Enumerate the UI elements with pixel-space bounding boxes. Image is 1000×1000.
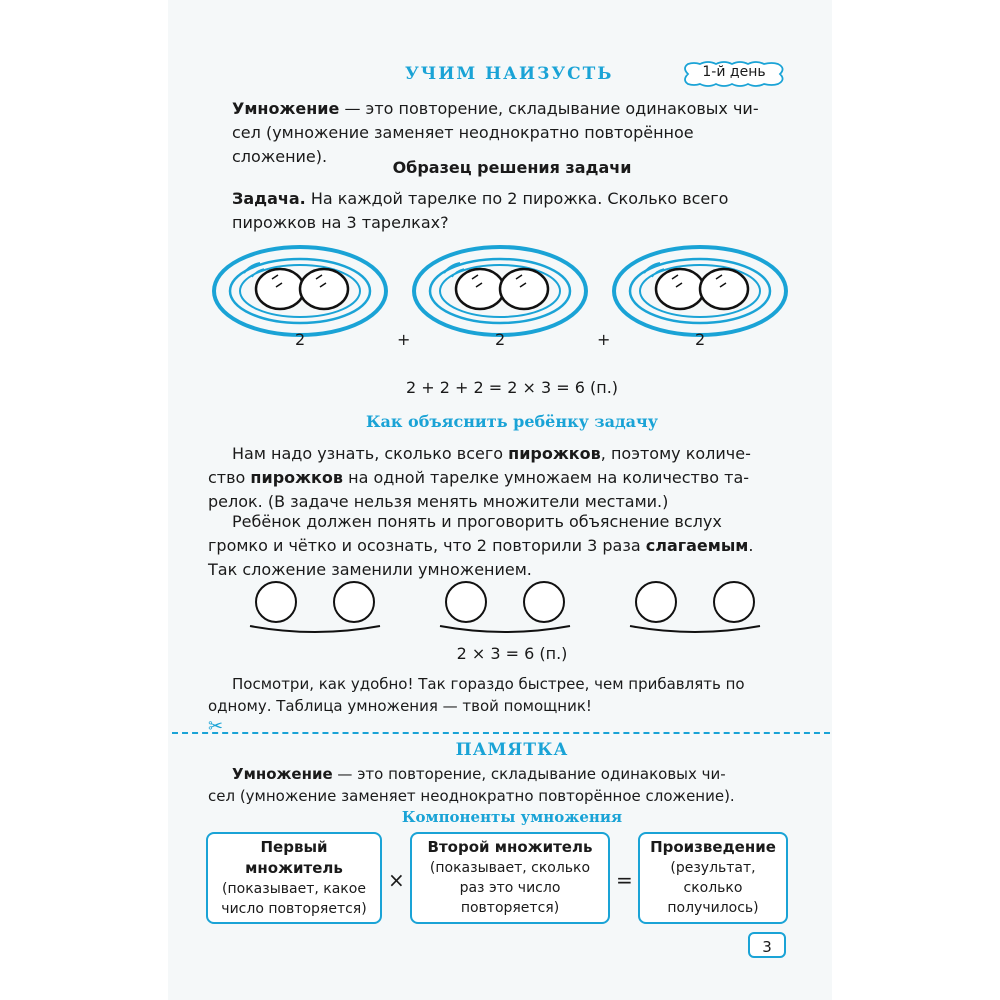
components-heading: Компоненты умножения	[401, 808, 623, 826]
box-desc: (показывает, сколько	[429, 860, 591, 876]
memo-title: ПАМЯТКА	[455, 740, 569, 760]
text-line: одному. Таблица умножения — твой помощник!	[208, 697, 592, 715]
text-run: на одной тарелке умножаем на количество та-	[343, 468, 750, 487]
task-label: Задача.	[232, 189, 306, 208]
day-badge-label: 1-й день	[702, 64, 766, 80]
section-title: УЧИМ НАИЗУСТЬ	[405, 64, 614, 84]
page-number-label: 3	[762, 938, 772, 956]
memo-definition	[208, 763, 802, 807]
box-title: Первый	[260, 838, 328, 856]
plus-sign: +	[597, 330, 611, 349]
multiplication-equation: 2 × 3 = 6 (п.)	[456, 644, 568, 663]
circle-group	[440, 582, 570, 632]
page-number	[748, 932, 786, 958]
text-run: ство	[208, 468, 251, 487]
explain-paragraph-3	[208, 673, 802, 717]
task-paragraph	[232, 187, 792, 235]
box-desc: число повторяется)	[221, 901, 367, 917]
product-box	[638, 832, 788, 924]
second-factor-box	[410, 832, 610, 924]
explain-heading: Как объяснить ребёнку задачу	[365, 412, 658, 431]
box-title: множитель	[245, 859, 343, 877]
box-desc: (результат,	[670, 860, 756, 876]
circle-group	[630, 582, 760, 632]
text-run-bold: слагаемым	[645, 536, 749, 555]
text-line: Ребёнок должен понять и проговорить объяснение вслух	[232, 512, 722, 531]
plate-value: 2	[295, 330, 306, 349]
text-line: сел (умножение заменяет неоднократно повторённое сложение).	[208, 787, 735, 805]
definition-term: Умножение	[232, 99, 340, 118]
text-line: Посмотри, как удобно! Так гораздо быстрее, чем прибавлять по	[232, 675, 745, 693]
text-run: , поэтому количе-	[600, 444, 751, 463]
box-title: Второй множитель	[427, 838, 593, 856]
plate	[414, 247, 586, 335]
definition-line2: сел (умножение заменяет неоднократно повторённое сложение).	[232, 123, 694, 166]
task-line1: На каждой тарелке по 2 пирожка. Сколько всего	[305, 189, 729, 208]
day-badge	[682, 60, 786, 88]
memo-term: Умножение	[232, 765, 333, 783]
times-sign: ×	[388, 868, 405, 892]
circle-group	[250, 582, 380, 632]
box-desc: раз это число	[459, 880, 561, 896]
text-line: Так сложение заменили умножением.	[208, 560, 532, 579]
equals-sign: =	[616, 868, 633, 892]
text-run: Нам надо узнать, сколько всего	[232, 444, 509, 463]
plate-value: 2	[495, 330, 506, 349]
box-desc: получилось)	[667, 900, 759, 916]
text-run-bold: пирожков	[250, 468, 344, 487]
definition-line1: — это повторение, складывание одинаковых чи-	[339, 99, 759, 118]
text-run-bold: пирожков	[508, 444, 601, 463]
plate-value: 2	[695, 330, 706, 349]
cut-line-divider	[172, 732, 830, 734]
first-factor-box	[206, 832, 382, 924]
explain-paragraph-1	[208, 442, 802, 514]
text-run: .	[748, 536, 754, 555]
scissors-icon: ✂	[208, 716, 224, 737]
plate	[214, 247, 386, 335]
task-line2: пирожков на 3 тарелках?	[232, 213, 449, 232]
box-title: Произведение	[650, 838, 776, 856]
example-heading: Образец решения задачи	[392, 158, 632, 177]
text-line: релок. (В задаче нельзя менять множители местами.)	[208, 492, 669, 511]
circles-illustration	[230, 572, 790, 642]
text-run: — это повторение, складывание одинаковых чи-	[332, 765, 726, 783]
example-equation: 2 + 2 + 2 = 2 × 3 = 6 (п.)	[405, 378, 619, 397]
text-run: громко и чётко и осознать, что 2 повторили 3 раза	[208, 536, 646, 555]
plus-sign: +	[397, 330, 411, 349]
plate	[614, 247, 786, 335]
box-desc: сколько	[683, 880, 743, 896]
box-desc: повторяется)	[460, 900, 560, 916]
box-desc: (показывает, какое	[222, 881, 366, 897]
plates-illustration	[210, 243, 790, 343]
